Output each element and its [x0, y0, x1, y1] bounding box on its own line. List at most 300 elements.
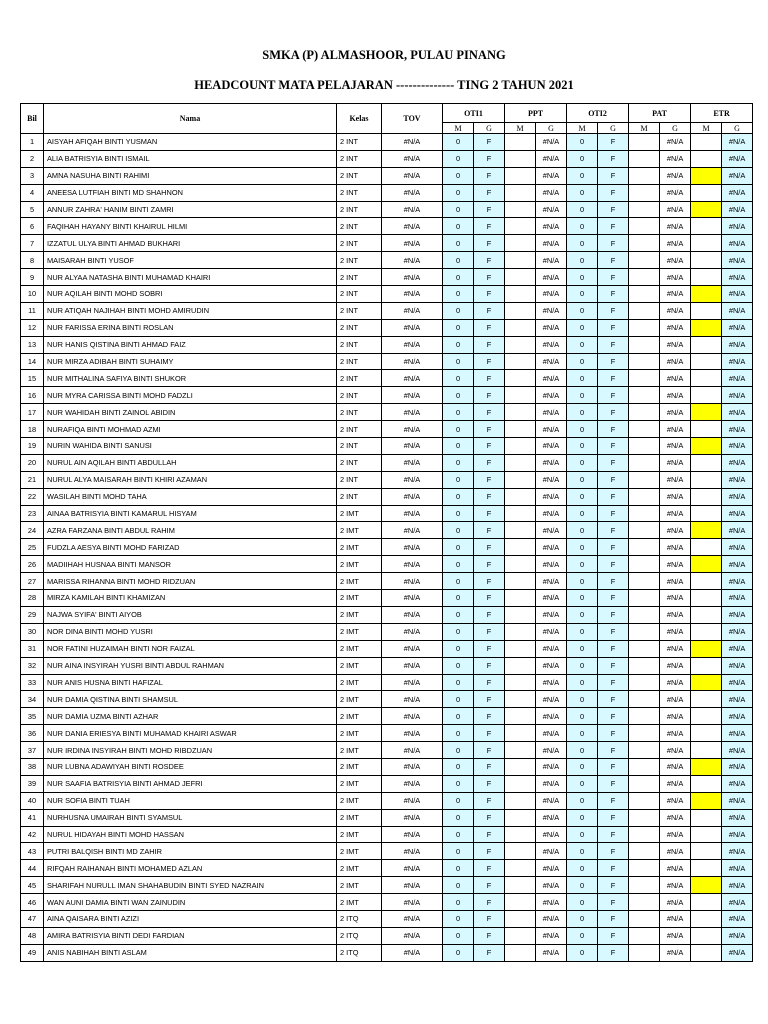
etr-g-cell: #N/A — [722, 927, 753, 944]
ppt-m-cell — [505, 336, 536, 353]
pat-m-cell — [629, 640, 660, 657]
oti2-m-cell: 0 — [567, 438, 598, 455]
etr-m-cell — [691, 201, 722, 218]
pat-m-cell — [629, 235, 660, 252]
oti2-m-cell: 0 — [567, 421, 598, 438]
oti1-m-cell: 0 — [443, 792, 474, 809]
pat-m-cell — [629, 809, 660, 826]
table-row — [21, 927, 753, 944]
oti2-m-cell: 0 — [567, 370, 598, 387]
etr-g-cell: #N/A — [722, 691, 753, 708]
etr-g-cell: #N/A — [722, 708, 753, 725]
ppt-g-cell: #N/A — [536, 691, 567, 708]
bil-cell: 10 — [21, 286, 44, 303]
oti2-m-cell: 0 — [567, 319, 598, 336]
etr-g-cell: #N/A — [722, 370, 753, 387]
etr-m-cell — [691, 505, 722, 522]
tov-cell: #N/A — [382, 454, 443, 471]
pat-m-cell — [629, 691, 660, 708]
etr-g-cell: #N/A — [722, 809, 753, 826]
tov-cell: #N/A — [382, 201, 443, 218]
name-cell: NUR SOFIA BINTI TUAH — [44, 792, 337, 809]
etr-g-cell: #N/A — [722, 252, 753, 269]
ppt-g-cell: #N/A — [536, 404, 567, 421]
oti2-g-cell: F — [598, 944, 629, 961]
pat-g-cell: #N/A — [660, 691, 691, 708]
oti1-g-cell: F — [474, 944, 505, 961]
pat-m-cell — [629, 252, 660, 269]
bil-cell: 49 — [21, 944, 44, 961]
ppt-m-cell — [505, 184, 536, 201]
bil-cell: 34 — [21, 691, 44, 708]
pat-m-cell — [629, 488, 660, 505]
ppt-g-cell: #N/A — [536, 184, 567, 201]
etr-g-cell: #N/A — [722, 471, 753, 488]
header-oti1: OTI1 — [443, 104, 505, 123]
table-row — [21, 150, 753, 167]
oti1-g-cell: F — [474, 657, 505, 674]
ppt-m-cell — [505, 927, 536, 944]
pat-m-cell — [629, 623, 660, 640]
pat-m-cell — [629, 556, 660, 573]
name-cell: AISYAH AFIQAH BINTI YUSMAN — [44, 134, 337, 151]
kelas-cell: 2 INT — [337, 252, 382, 269]
oti1-g-cell: F — [474, 319, 505, 336]
table-row — [21, 758, 753, 775]
pat-g-cell: #N/A — [660, 792, 691, 809]
kelas-cell: 2 IMT — [337, 657, 382, 674]
pat-g-cell: #N/A — [660, 657, 691, 674]
table-row — [21, 775, 753, 792]
oti1-m-cell: 0 — [443, 421, 474, 438]
oti2-g-cell: F — [598, 235, 629, 252]
pat-m-cell — [629, 404, 660, 421]
oti1-m-cell: 0 — [443, 606, 474, 623]
tov-cell: #N/A — [382, 590, 443, 607]
pat-g-cell: #N/A — [660, 623, 691, 640]
kelas-cell: 2 INT — [337, 286, 382, 303]
kelas-cell: 2 IMT — [337, 556, 382, 573]
ppt-m-cell — [505, 134, 536, 151]
pat-g-cell: #N/A — [660, 944, 691, 961]
subheader-etr-g: G — [722, 123, 753, 134]
ppt-g-cell: #N/A — [536, 235, 567, 252]
name-cell: MAISARAH BINTI YUSOF — [44, 252, 337, 269]
kelas-cell: 2 IMT — [337, 691, 382, 708]
ppt-m-cell — [505, 809, 536, 826]
kelas-cell: 2 INT — [337, 370, 382, 387]
name-cell: NURUL HIDAYAH BINTI MOHD HASSAN — [44, 826, 337, 843]
name-cell: NUR SAAFIA BATRISYIA BINTI AHMAD JEFRI — [44, 775, 337, 792]
etr-g-cell: #N/A — [722, 387, 753, 404]
ppt-g-cell: #N/A — [536, 674, 567, 691]
oti2-g-cell: F — [598, 201, 629, 218]
oti1-m-cell: 0 — [443, 674, 474, 691]
ppt-g-cell: #N/A — [536, 758, 567, 775]
oti2-g-cell: F — [598, 370, 629, 387]
pat-g-cell: #N/A — [660, 421, 691, 438]
etr-m-cell — [691, 910, 722, 927]
oti2-g-cell: F — [598, 336, 629, 353]
oti2-m-cell: 0 — [567, 336, 598, 353]
oti2-m-cell: 0 — [567, 573, 598, 590]
tov-cell: #N/A — [382, 691, 443, 708]
header-etr: ETR — [691, 104, 753, 123]
ppt-m-cell — [505, 894, 536, 911]
tov-cell: #N/A — [382, 218, 443, 235]
tov-cell: #N/A — [382, 471, 443, 488]
oti2-m-cell: 0 — [567, 505, 598, 522]
pat-m-cell — [629, 421, 660, 438]
oti1-m-cell: 0 — [443, 201, 474, 218]
table-row — [21, 725, 753, 742]
subheader-oti2-g: G — [598, 123, 629, 134]
tov-cell: #N/A — [382, 606, 443, 623]
oti1-g-cell: F — [474, 370, 505, 387]
ppt-m-cell — [505, 421, 536, 438]
bil-cell: 28 — [21, 590, 44, 607]
pat-g-cell: #N/A — [660, 809, 691, 826]
table-row — [21, 336, 753, 353]
kelas-cell: 2 IMT — [337, 522, 382, 539]
ppt-g-cell: #N/A — [536, 488, 567, 505]
table-row — [21, 910, 753, 927]
oti1-g-cell: F — [474, 708, 505, 725]
oti2-m-cell: 0 — [567, 302, 598, 319]
oti2-m-cell: 0 — [567, 184, 598, 201]
oti2-m-cell: 0 — [567, 657, 598, 674]
name-cell: AINA QAISARA BINTI AZIZI — [44, 910, 337, 927]
etr-g-cell: #N/A — [722, 758, 753, 775]
oti1-m-cell: 0 — [443, 843, 474, 860]
bil-cell: 2 — [21, 150, 44, 167]
pat-m-cell — [629, 286, 660, 303]
ppt-m-cell — [505, 573, 536, 590]
ppt-m-cell — [505, 623, 536, 640]
etr-m-cell — [691, 573, 722, 590]
pat-m-cell — [629, 505, 660, 522]
table-row — [21, 843, 753, 860]
etr-m-cell — [691, 488, 722, 505]
kelas-cell: 2 IMT — [337, 742, 382, 759]
tov-cell: #N/A — [382, 775, 443, 792]
etr-g-cell: #N/A — [722, 438, 753, 455]
pat-m-cell — [629, 758, 660, 775]
kelas-cell: 2 INT — [337, 353, 382, 370]
oti2-m-cell: 0 — [567, 826, 598, 843]
bil-cell: 35 — [21, 708, 44, 725]
oti2-g-cell: F — [598, 590, 629, 607]
pat-m-cell — [629, 454, 660, 471]
tov-cell: #N/A — [382, 167, 443, 184]
oti2-m-cell: 0 — [567, 674, 598, 691]
pat-g-cell: #N/A — [660, 336, 691, 353]
oti2-m-cell: 0 — [567, 809, 598, 826]
etr-m-cell — [691, 150, 722, 167]
oti2-g-cell: F — [598, 319, 629, 336]
oti1-m-cell: 0 — [443, 809, 474, 826]
table-row — [21, 623, 753, 640]
oti2-g-cell: F — [598, 826, 629, 843]
oti1-m-cell: 0 — [443, 269, 474, 286]
oti1-g-cell: F — [474, 201, 505, 218]
name-cell: MARISSA RIHANNA BINTI MOHD RIDZUAN — [44, 573, 337, 590]
ppt-m-cell — [505, 775, 536, 792]
name-cell: IZZATUL ULYA BINTI AHMAD BUKHARI — [44, 235, 337, 252]
bil-cell: 29 — [21, 606, 44, 623]
ppt-g-cell: #N/A — [536, 387, 567, 404]
etr-m-cell — [691, 606, 722, 623]
etr-m-cell — [691, 623, 722, 640]
etr-m-cell — [691, 792, 722, 809]
oti2-m-cell: 0 — [567, 201, 598, 218]
tov-cell: #N/A — [382, 860, 443, 877]
bil-cell: 46 — [21, 894, 44, 911]
oti1-g-cell: F — [474, 910, 505, 927]
oti1-g-cell: F — [474, 758, 505, 775]
kelas-cell: 2 INT — [337, 404, 382, 421]
header-ppt: PPT — [505, 104, 567, 123]
subheader-pat-m: M — [629, 123, 660, 134]
header-bil: Bil — [21, 104, 44, 134]
table-row — [21, 319, 753, 336]
pat-m-cell — [629, 471, 660, 488]
oti1-g-cell: F — [474, 522, 505, 539]
pat-m-cell — [629, 573, 660, 590]
name-cell: NURHUSNA UMAIRAH BINTI SYAMSUL — [44, 809, 337, 826]
ppt-g-cell: #N/A — [536, 454, 567, 471]
table-row — [21, 269, 753, 286]
name-cell: ANEESA LUTFIAH BINTI MD SHAHNON — [44, 184, 337, 201]
pat-m-cell — [629, 910, 660, 927]
oti1-m-cell: 0 — [443, 134, 474, 151]
ppt-g-cell: #N/A — [536, 590, 567, 607]
kelas-cell: 2 INT — [337, 150, 382, 167]
oti1-g-cell: F — [474, 252, 505, 269]
oti2-g-cell: F — [598, 910, 629, 927]
tov-cell: #N/A — [382, 927, 443, 944]
pat-m-cell — [629, 387, 660, 404]
pat-g-cell: #N/A — [660, 556, 691, 573]
pat-m-cell — [629, 860, 660, 877]
oti2-m-cell: 0 — [567, 235, 598, 252]
pat-g-cell: #N/A — [660, 640, 691, 657]
etr-m-cell — [691, 894, 722, 911]
kelas-cell: 2 INT — [337, 471, 382, 488]
table-row — [21, 708, 753, 725]
ppt-m-cell — [505, 944, 536, 961]
header-kelas: Kelas — [337, 104, 382, 134]
oti2-g-cell: F — [598, 134, 629, 151]
pat-g-cell: #N/A — [660, 218, 691, 235]
oti1-g-cell: F — [474, 606, 505, 623]
bil-cell: 21 — [21, 471, 44, 488]
oti1-m-cell: 0 — [443, 488, 474, 505]
oti2-g-cell: F — [598, 404, 629, 421]
subheader-oti1-g: G — [474, 123, 505, 134]
oti2-m-cell: 0 — [567, 640, 598, 657]
pat-g-cell: #N/A — [660, 454, 691, 471]
oti1-g-cell: F — [474, 809, 505, 826]
ppt-g-cell: #N/A — [536, 286, 567, 303]
pat-m-cell — [629, 336, 660, 353]
kelas-cell: 2 IMT — [337, 708, 382, 725]
oti1-g-cell: F — [474, 590, 505, 607]
oti2-g-cell: F — [598, 674, 629, 691]
oti1-g-cell: F — [474, 488, 505, 505]
ppt-m-cell — [505, 252, 536, 269]
header-pat: PAT — [629, 104, 691, 123]
table-row — [21, 539, 753, 556]
name-cell: NURUL AIN AQILAH BINTI ABDULLAH — [44, 454, 337, 471]
pat-g-cell: #N/A — [660, 927, 691, 944]
etr-m-cell — [691, 877, 722, 894]
etr-m-cell — [691, 319, 722, 336]
table-row — [21, 167, 753, 184]
name-cell: NUR DAMIA QISTINA BINTI SHAMSUL — [44, 691, 337, 708]
kelas-cell: 2 IMT — [337, 590, 382, 607]
oti2-g-cell: F — [598, 725, 629, 742]
oti1-g-cell: F — [474, 556, 505, 573]
pat-g-cell: #N/A — [660, 286, 691, 303]
tov-cell: #N/A — [382, 894, 443, 911]
etr-m-cell — [691, 252, 722, 269]
pat-g-cell: #N/A — [660, 471, 691, 488]
oti2-m-cell: 0 — [567, 218, 598, 235]
etr-m-cell — [691, 286, 722, 303]
table-row — [21, 894, 753, 911]
etr-m-cell — [691, 218, 722, 235]
ppt-g-cell: #N/A — [536, 826, 567, 843]
ppt-g-cell: #N/A — [536, 302, 567, 319]
pat-m-cell — [629, 319, 660, 336]
bil-cell: 27 — [21, 573, 44, 590]
pat-g-cell: #N/A — [660, 725, 691, 742]
etr-g-cell: #N/A — [722, 488, 753, 505]
tov-cell: #N/A — [382, 438, 443, 455]
table-row — [21, 488, 753, 505]
etr-g-cell: #N/A — [722, 606, 753, 623]
table-row — [21, 286, 753, 303]
ppt-m-cell — [505, 150, 536, 167]
pat-g-cell: #N/A — [660, 742, 691, 759]
kelas-cell: 2 INT — [337, 235, 382, 252]
bil-cell: 24 — [21, 522, 44, 539]
name-cell: ALIA BATRISYIA BINTI ISMAIL — [44, 150, 337, 167]
bil-cell: 12 — [21, 319, 44, 336]
name-cell: ANIS NABIHAH BINTI ASLAM — [44, 944, 337, 961]
pat-g-cell: #N/A — [660, 877, 691, 894]
kelas-cell: 2 INT — [337, 387, 382, 404]
ppt-g-cell: #N/A — [536, 201, 567, 218]
pat-g-cell: #N/A — [660, 252, 691, 269]
subheader-oti1-m: M — [443, 123, 474, 134]
oti2-m-cell: 0 — [567, 910, 598, 927]
pat-g-cell: #N/A — [660, 573, 691, 590]
headcount-table — [20, 103, 753, 962]
name-cell: NUR AQILAH BINTI MOHD SOBRI — [44, 286, 337, 303]
etr-g-cell: #N/A — [722, 910, 753, 927]
tov-cell: #N/A — [382, 269, 443, 286]
etr-g-cell: #N/A — [722, 319, 753, 336]
pat-g-cell: #N/A — [660, 150, 691, 167]
bil-cell: 4 — [21, 184, 44, 201]
kelas-cell: 2 ITQ — [337, 944, 382, 961]
kelas-cell: 2 IMT — [337, 860, 382, 877]
tov-cell: #N/A — [382, 674, 443, 691]
ppt-g-cell: #N/A — [536, 556, 567, 573]
table-row — [21, 792, 753, 809]
oti1-g-cell: F — [474, 505, 505, 522]
etr-m-cell — [691, 826, 722, 843]
ppt-m-cell — [505, 505, 536, 522]
etr-m-cell — [691, 657, 722, 674]
oti1-g-cell: F — [474, 438, 505, 455]
pat-g-cell: #N/A — [660, 758, 691, 775]
oti1-m-cell: 0 — [443, 573, 474, 590]
tov-cell: #N/A — [382, 556, 443, 573]
etr-m-cell — [691, 860, 722, 877]
table-row — [21, 438, 753, 455]
pat-m-cell — [629, 725, 660, 742]
bil-cell: 6 — [21, 218, 44, 235]
kelas-cell: 2 IMT — [337, 539, 382, 556]
ppt-g-cell: #N/A — [536, 894, 567, 911]
tov-cell: #N/A — [382, 505, 443, 522]
ppt-g-cell: #N/A — [536, 505, 567, 522]
name-cell: AINAA BATRISYIA BINTI KAMARUL HISYAM — [44, 505, 337, 522]
tov-cell: #N/A — [382, 522, 443, 539]
bil-cell: 11 — [21, 302, 44, 319]
pat-m-cell — [629, 302, 660, 319]
oti2-m-cell: 0 — [567, 927, 598, 944]
ppt-m-cell — [505, 556, 536, 573]
oti2-g-cell: F — [598, 606, 629, 623]
oti1-m-cell: 0 — [443, 438, 474, 455]
table-row — [21, 590, 753, 607]
tov-cell: #N/A — [382, 387, 443, 404]
etr-g-cell: #N/A — [722, 725, 753, 742]
etr-m-cell — [691, 809, 722, 826]
subheader-oti2-m: M — [567, 123, 598, 134]
ppt-m-cell — [505, 539, 536, 556]
oti2-g-cell: F — [598, 809, 629, 826]
bil-cell: 47 — [21, 910, 44, 927]
name-cell: FAQIHAH HAYANY BINTI KHAIRUL HILMI — [44, 218, 337, 235]
name-cell: NUR MIRZA ADIBAH BINTI SUHAIMY — [44, 353, 337, 370]
oti1-g-cell: F — [474, 691, 505, 708]
oti2-m-cell: 0 — [567, 134, 598, 151]
ppt-m-cell — [505, 302, 536, 319]
kelas-cell: 2 INT — [337, 269, 382, 286]
oti2-g-cell: F — [598, 488, 629, 505]
pat-m-cell — [629, 438, 660, 455]
etr-g-cell: #N/A — [722, 201, 753, 218]
oti2-g-cell: F — [598, 167, 629, 184]
etr-g-cell: #N/A — [722, 353, 753, 370]
oti2-m-cell: 0 — [567, 775, 598, 792]
tov-cell: #N/A — [382, 150, 443, 167]
ppt-m-cell — [505, 590, 536, 607]
oti2-m-cell: 0 — [567, 488, 598, 505]
table-row — [21, 640, 753, 657]
ppt-g-cell: #N/A — [536, 860, 567, 877]
tov-cell: #N/A — [382, 134, 443, 151]
kelas-cell: 2 INT — [337, 134, 382, 151]
pat-g-cell: #N/A — [660, 353, 691, 370]
ppt-m-cell — [505, 370, 536, 387]
ppt-g-cell: #N/A — [536, 522, 567, 539]
